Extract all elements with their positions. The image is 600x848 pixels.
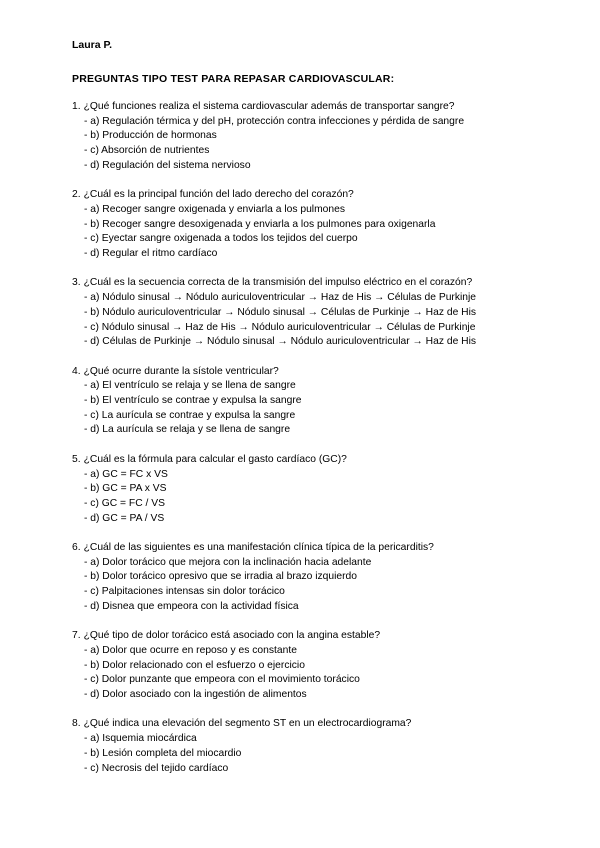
question-number: 7. bbox=[72, 630, 81, 642]
answer-options bbox=[72, 644, 542, 703]
answer-option: - a) Recoger sangre oxigenada y enviarla a los pulmones bbox=[84, 203, 346, 215]
page-title: PREGUNTAS TIPO TEST PARA REPASAR CARDIOVASCULAR: bbox=[72, 73, 395, 85]
question-prompt: ¿Qué tipo de dolor torácico está asociado con la angina estable? bbox=[83, 630, 381, 642]
author-name: Laura P. bbox=[72, 39, 113, 51]
answer-option: - d) Regulación del sistema nervioso bbox=[84, 159, 251, 171]
question-text bbox=[72, 100, 542, 115]
question-block bbox=[72, 100, 542, 174]
answer-options bbox=[72, 115, 542, 174]
answer-option: - b) Lesión completa del miocardio bbox=[84, 747, 242, 759]
answer-option: - b) Recoger sangre desoxigenada y enviarla a los pulmones para oxigenarla bbox=[84, 218, 436, 230]
question-number: 8. bbox=[72, 718, 81, 730]
answer-option: - c) Dolor punzante que empeora con el movimiento torácico bbox=[84, 674, 360, 686]
question-text bbox=[72, 541, 542, 556]
question-prompt: ¿Qué ocurre durante la sístole ventricular? bbox=[83, 365, 279, 377]
answer-options bbox=[72, 291, 542, 350]
answer-option: - c) Palpitaciones intensas sin dolor torácico bbox=[84, 586, 285, 598]
answer-option: - b) GC = PA x VS bbox=[84, 483, 167, 495]
question-number: 6. bbox=[72, 542, 81, 554]
question-text bbox=[72, 717, 542, 732]
answer-option: - d) Disnea que empeora con la actividad física bbox=[84, 600, 299, 612]
answer-option: - a) Dolor torácico que mejora con la inclinación hacia adelante bbox=[84, 556, 372, 568]
question-block bbox=[72, 188, 542, 262]
answer-options bbox=[72, 556, 542, 615]
question-prompt: ¿Qué funciones realiza el sistema cardiovascular además de transportar sangre? bbox=[83, 101, 455, 112]
question-number: 5. bbox=[72, 453, 81, 465]
answer-option: - b) Producción de hormonas bbox=[84, 130, 217, 142]
question-block bbox=[72, 276, 542, 350]
question-block bbox=[72, 717, 542, 776]
answer-options bbox=[72, 379, 542, 438]
question-block bbox=[72, 541, 542, 615]
answer-option: - b) El ventrículo se contrae y expulsa la sangre bbox=[84, 395, 302, 407]
question-prompt: ¿Cuál es la fórmula para calcular el gasto cardíaco (GC)? bbox=[83, 453, 347, 465]
answer-option: - c) Absorción de nutrientes bbox=[84, 145, 210, 157]
question-prompt: ¿Cuál es la principal función del lado derecho del corazón? bbox=[83, 189, 354, 201]
answer-option: - b) Nódulo auriculoventricular → Nódulo sinusal → Células de Purkinje → Haz de His bbox=[84, 306, 477, 318]
question-block bbox=[72, 629, 542, 703]
answer-option: - a) GC = FC x VS bbox=[84, 468, 168, 480]
question-list bbox=[72, 100, 542, 791]
question-text bbox=[72, 453, 542, 468]
answer-option: - d) La aurícula se relaja y se llena de sangre bbox=[84, 424, 291, 436]
answer-option: - a) Nódulo sinusal → Nódulo auriculoventricular → Haz de His → Células de Purkinje bbox=[84, 292, 477, 304]
answer-options bbox=[72, 468, 542, 527]
answer-option: - c) Nódulo sinusal → Haz de His → Nódulo auriculoventricular → Células de Purkinje bbox=[84, 321, 476, 333]
question-number: 3. bbox=[72, 277, 81, 289]
answer-option: - c) Necrosis del tejido cardíaco bbox=[84, 762, 229, 774]
answer-option: - a) Isquemia miocárdica bbox=[84, 733, 197, 745]
question-prompt: ¿Qué indica una elevación del segmento ST en un electrocardiograma? bbox=[83, 718, 412, 730]
answer-options bbox=[72, 203, 542, 262]
question-number: 4. bbox=[72, 365, 81, 377]
answer-option: - c) La aurícula se contrae y expulsa la sangre bbox=[84, 409, 296, 421]
question-text bbox=[72, 629, 542, 644]
question-prompt: ¿Cuál es la secuencia correcta de la transmisión del impulso eléctrico en el corazón? bbox=[83, 277, 473, 289]
question-number: 2. bbox=[72, 189, 81, 201]
question-number: 1. bbox=[72, 101, 81, 112]
answer-option: - d) Regular el ritmo cardíaco bbox=[84, 248, 218, 260]
answer-option: - a) El ventrículo se relaja y se llena de sangre bbox=[84, 380, 296, 392]
answer-option: - c) Eyectar sangre oxigenada a todos los tejidos del cuerpo bbox=[84, 233, 358, 245]
answer-option: - a) Regulación térmica y del pH, protección contra infecciones y pérdida de sangre bbox=[84, 115, 465, 127]
answer-option: - b) Dolor relacionado con el esfuerzo o ejercicio bbox=[84, 659, 305, 671]
question-text bbox=[72, 365, 542, 380]
question-block bbox=[72, 453, 542, 527]
answer-option: - b) Dolor torácico opresivo que se irradia al brazo izquierdo bbox=[84, 571, 357, 583]
question-block bbox=[72, 365, 542, 439]
answer-option: - d) Células de Purkinje → Nódulo sinusal → Nódulo auriculoventricular → Haz de His bbox=[84, 336, 477, 348]
question-text bbox=[72, 188, 542, 203]
answer-option: - d) GC = PA / VS bbox=[84, 512, 165, 524]
answer-option: - c) GC = FC / VS bbox=[84, 497, 165, 509]
question-prompt: ¿Cuál de las siguientes es una manifestación clínica típica de la pericarditis? bbox=[83, 542, 434, 554]
answer-option: - a) Dolor que ocurre en reposo y es constante bbox=[84, 644, 297, 656]
answer-option: - d) Dolor asociado con la ingestión de alimentos bbox=[84, 689, 307, 701]
answer-options bbox=[72, 732, 542, 776]
question-text bbox=[72, 276, 542, 291]
